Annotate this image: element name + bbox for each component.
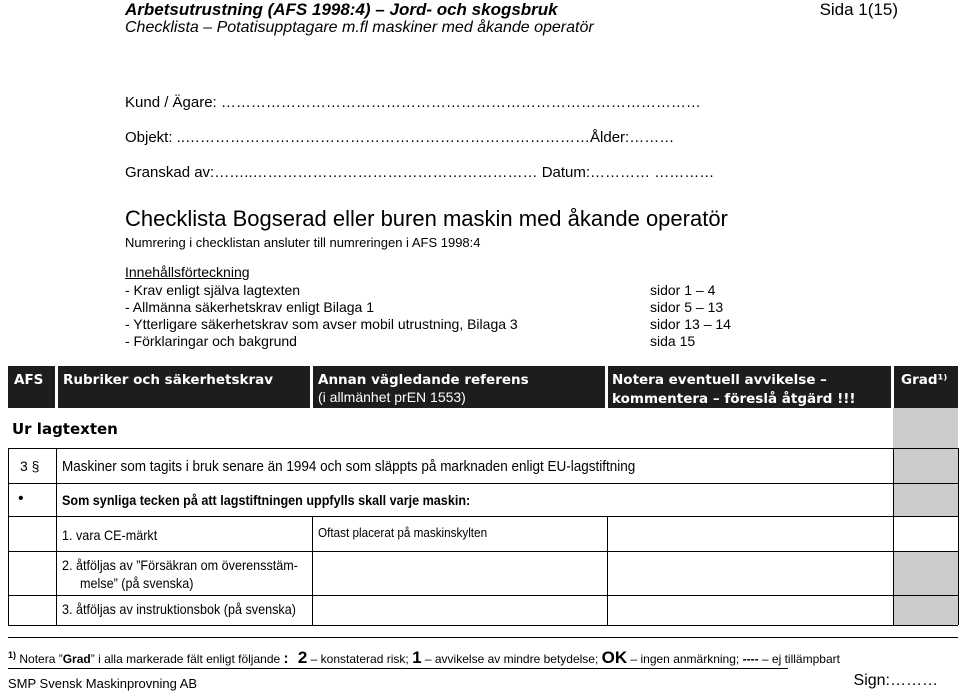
legend-grad: Grad	[62, 652, 91, 666]
toc-item	[125, 299, 745, 315]
toc-item-pages: sidor 1 – 4	[650, 282, 716, 298]
grade-cell[interactable]	[894, 517, 958, 551]
grade-cell	[894, 484, 958, 516]
legend-text: – ej tillämpbart	[761, 652, 840, 666]
legend-text: Notera ”	[19, 652, 63, 666]
document-title: Arbetsutrustning (AFS 1998:4) – Jord- och skogsbruk	[125, 0, 558, 19]
toc-item-label: - Förklaringar och bakgrund	[125, 333, 297, 349]
numbering-note: Numrering i checklistan ansluter till numreringen i AFS 1998:4	[125, 235, 481, 250]
document-subtitle: Checklista – Potatisupptagare m.fl maskiner med åkande operatör	[125, 19, 594, 36]
row-text-cont: melse” (på svenska)	[80, 575, 194, 591]
toc-item	[125, 316, 745, 332]
grade-legend	[8, 648, 840, 668]
legend-text: – ingen anmärkning;	[630, 652, 740, 666]
row-reference: Oftast placerat på maskinskylten	[318, 525, 488, 540]
legend-value: 1	[412, 648, 422, 667]
col-afs: AFS	[14, 372, 44, 388]
grade-cell	[894, 449, 958, 483]
col-grad: Grad¹⁾	[901, 372, 948, 388]
page-number: Sida 1(15)	[819, 0, 898, 19]
table-header	[8, 366, 958, 408]
legend-text: – avvikelse av mindre betydelse;	[424, 652, 599, 666]
row-afs: 3 §	[20, 458, 40, 474]
toc-item-label: - Allmänna säkerhetskrav enligt Bilaga 1	[125, 299, 375, 315]
object-field[interactable]: Objekt: ..………………………………………………………………………Ålder:………	[125, 129, 675, 146]
bullet: •	[18, 490, 24, 507]
legend-value: 2	[297, 648, 308, 667]
toc-item-pages: sidor 13 – 14	[650, 316, 731, 332]
toc-item-pages: sidor 5 – 13	[650, 299, 724, 315]
sign-field[interactable]: Sign:………	[853, 672, 938, 689]
legend-text: ” i alla markerade fält enligt följande	[90, 652, 281, 666]
toc-heading: Innehållsförteckning	[125, 264, 250, 280]
col-referens-sub: (i allmänhet prEN 1553)	[318, 389, 466, 405]
row-text: 1. vara CE-märkt	[62, 527, 158, 543]
grade-cell[interactable]	[894, 596, 958, 625]
reviewed-field[interactable]: Granskad av:……..………………………………………………… Datum:………… …………	[125, 164, 715, 181]
legend-value: ----	[742, 652, 759, 666]
toc-item	[125, 333, 745, 349]
legend-text: – konstaterad risk;	[310, 652, 409, 666]
col-notera-2: kommentera – föreslå åtgärd !!!	[612, 391, 856, 407]
grade-cell[interactable]	[894, 552, 958, 595]
toc-item-label: - Krav enligt själva lagtexten	[125, 282, 301, 298]
toc-item-label: - Ytterligare säkerhetskrav som avser mobil utrustning, Bilaga 3	[125, 316, 518, 332]
col-rubriker: Rubriker och säkerhetskrav	[63, 372, 274, 388]
row-text: 2. åtföljas av ”Försäkran om överensstäm-	[62, 557, 298, 573]
company-name: SMP Svensk Maskinprovning AB	[8, 676, 198, 691]
legend-value: OK	[601, 648, 628, 667]
legend-colon: :	[283, 650, 289, 667]
row-text: Maskiner som tagits i bruk senare än 1994 och som släppts på marknaden enligt EU-lagstiftning	[62, 458, 636, 475]
row-text: 3. åtföljas av instruktionsbok (på svenska)	[62, 601, 296, 617]
customer-field[interactable]: Kund / Ägare: ……………………………………………………………………………………	[125, 94, 701, 111]
grade-cell-section	[893, 408, 958, 448]
toc-item-pages: sida 15	[650, 333, 696, 349]
col-referens: Annan vägledande referens	[318, 372, 529, 388]
section-heading: Ur lagtexten	[12, 420, 118, 438]
col-notera: Notera eventuell avvikelse –	[612, 372, 827, 388]
checklist-title: Checklista Bogserad eller buren maskin med åkande operatör	[125, 206, 728, 231]
legend-sup: 1)	[8, 650, 17, 660]
toc-item	[125, 282, 745, 298]
row-text: Som synliga tecken på att lagstiftningen uppfylls skall varje maskin:	[62, 492, 471, 508]
